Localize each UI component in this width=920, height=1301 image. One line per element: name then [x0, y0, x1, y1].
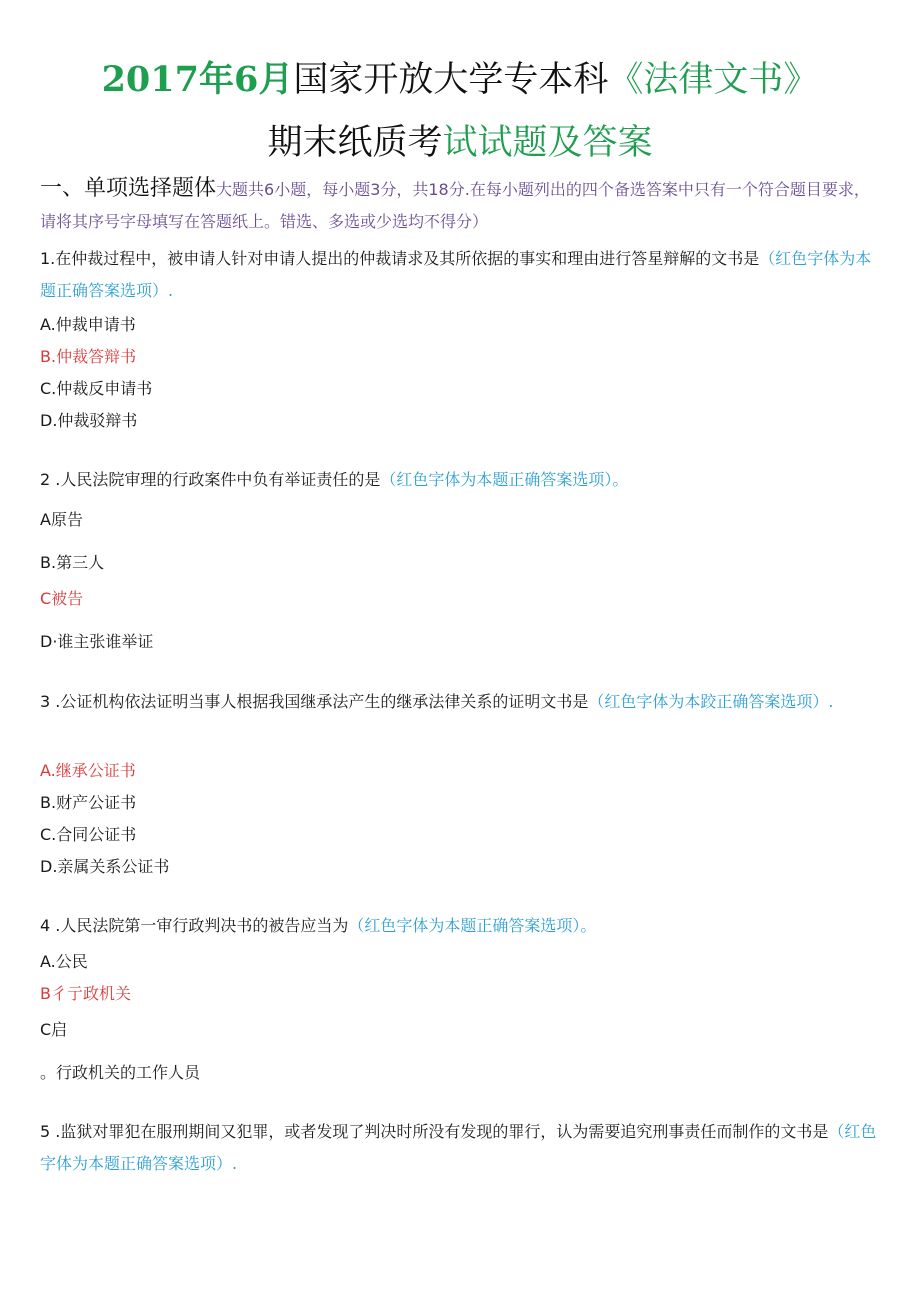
- question-hint: （红色字体为本跤正确答案选项）.: [588, 692, 834, 711]
- question-3-stem: [40, 686, 885, 718]
- q2-option-a: A原告: [40, 510, 83, 529]
- q1-option-d: D.仲裁驳辩书: [40, 411, 138, 430]
- question-hint: （红色字体为本题正确答案选项）。: [380, 470, 629, 489]
- q1-option-b-correct: B.仲裁答辩书: [40, 347, 137, 366]
- title-line2-green: 试试题及答案: [442, 123, 653, 163]
- question-stem: 5 .监狱对罪犯在服刑期间又犯罪，或者发现了判决时所没有发现的罪行，认为需要追究刑事责任而制作的文书是: [40, 1122, 829, 1141]
- q3-option-c: C.合同公证书: [40, 825, 137, 844]
- q4-option-c: C启: [40, 1020, 68, 1039]
- question-5-stem: [40, 1116, 885, 1180]
- question-4-stem: [40, 910, 885, 942]
- question-hint: （红色字体为本题正确答案选项）.: [40, 249, 872, 300]
- q3-option-d: D.亲属关系公证书: [40, 857, 170, 876]
- q4-option-b-correct: B彳亍政机关: [40, 984, 131, 1003]
- section-instructions: 大题共6小题，每小题3分，共18分.在每小题列出的四个备选答案中只有一个符合题目要求，请将其序号字母填写在答题纸上。错选、多选或少选均不得分）: [40, 180, 870, 231]
- question-stem: 4 .人民法院第一审行政判决书的被告应当为: [40, 916, 349, 935]
- q2-option-d: D·谁主张谁举证: [40, 632, 154, 651]
- title-course: 《法律文书》: [608, 60, 819, 100]
- question-stem: 3 .公证机构依法证明当事人根据我国继承法产生的继承法律关系的证明文书是: [40, 692, 589, 711]
- q2-option-b: B.第三人: [40, 553, 105, 572]
- title-month: 6: [234, 59, 259, 100]
- question-hint: （红色字体为本题正确答案选项）.: [40, 1122, 877, 1173]
- q1-option-a: A.仲裁申请书: [40, 315, 136, 334]
- question-stem: 1.在仲裁过程中，被申请人针对申请人提出的仲裁请求及其所依据的事实和理由进行答星辩解的文书是: [40, 249, 760, 268]
- q3-option-b: B.财产公证书: [40, 793, 137, 812]
- title-year: 2017: [101, 59, 199, 100]
- section-heading-block: [40, 173, 882, 238]
- title-year-suffix: 年: [199, 60, 235, 100]
- title-line2-black: 期末纸质考: [267, 123, 443, 163]
- section-heading: 一、单项选择题体: [40, 176, 217, 201]
- q2-option-c-correct: C被告: [40, 589, 84, 608]
- title-month-suffix: 月: [258, 60, 294, 100]
- title-middle: 国家开放大学专本科: [293, 60, 609, 100]
- q4-option-d: 。行政机关的工作人员: [40, 1063, 201, 1082]
- document-title-line1: [0, 52, 920, 102]
- q1-option-c: C.仲裁反申请书: [40, 379, 153, 398]
- question-2-stem: [40, 464, 885, 496]
- q3-option-a-correct: A.继承公证书: [40, 761, 136, 780]
- question-hint: （红色字体为本题正确答案选项）。: [348, 916, 597, 935]
- q4-option-a: A.公民: [40, 952, 88, 971]
- question-stem: 2 .人民法院审理的行政案件中负有举证责任的是: [40, 470, 381, 489]
- question-1-stem: [40, 243, 885, 307]
- document-title-line2: [0, 115, 920, 165]
